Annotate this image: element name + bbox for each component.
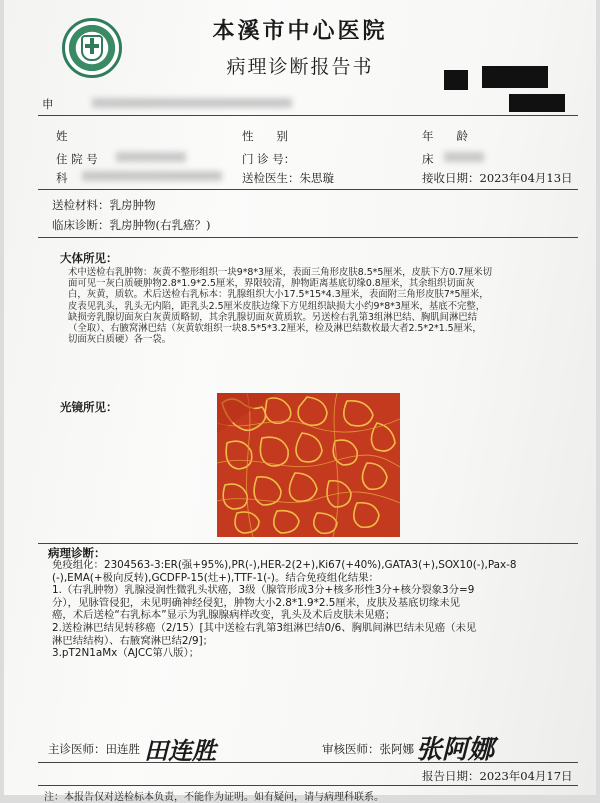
report-paper — [4, 0, 596, 803]
hospital-name: 本溪市中心医院 — [212, 18, 388, 44]
received-label: 接收日期：2023年04月13日 — [422, 171, 573, 185]
clinic-label: 门 诊 号： — [242, 152, 296, 166]
divider-line — [38, 543, 578, 544]
footer-note: 注：本报告仅对送检标本负责，不能作为证明。如有疑问，请与病理科联系。 — [44, 792, 384, 803]
gender-label: 性 别 — [242, 129, 288, 143]
redaction-blur — [444, 152, 484, 162]
divider-line — [38, 785, 578, 786]
age-label: 年 龄 — [422, 129, 468, 143]
dept-label: 科 — [56, 171, 68, 185]
redaction-blur — [92, 98, 292, 108]
gross-text: 术中送检右乳肿物：灰黄不整形组织一块9*8*3厘米，表面三角形皮肤8.5*5厘米，皮肤下方0.7厘米切 面可见一灰白质硬肿物2.8*1.9*2.5厘米，界限较清，肿物距离基底切缘0.8厘米，其余组织切面灰 白，灰黄，质软。术后送检右乳标本：乳腺组织大小17.5*15*4.3厘米，表面附三角形皮肤7*5厘米， 皮表见乳头，乳头无内陷，距乳头2.5厘米皮肤边缘下方见组织缺损大小约9*8*3厘米，基底不完整， 缺损旁乳腺切面灰白灰黄质略韧，其余乳腺切面灰黄质软。另送检右乳第3组淋巴结、胸肌间淋巴结 （全取）、右腋窝淋巴结（灰黄软组织一块8.5*5*3.2厘米，检及淋巴结数枚最大者2.5*2*1.5厘米， 切面灰白质硬）各一袋。 — [68, 267, 492, 346]
reviewer-label: 审核医师：张阿娜 — [322, 742, 414, 756]
inpatient-label: 住 院 号 — [56, 152, 98, 166]
microscopy-label: 光镜所见： — [60, 400, 118, 414]
divider-line — [38, 237, 578, 238]
diagnosis-text: 免疫组化：2304563-3:ER(强+95%),PR(-),HER-2(2+),Ki67(+40%),GATA3(+),SOX10(-),Pax-8 (-),EMA(+极向反转),GCDFP-15(灶+),TTF-1(-)。结合免疫组化结果： 1.（右乳肿物）乳腺浸润性微乳头状癌，3级（腺管形成3分+核多形性3分+核分裂象3分=9 分），见脉管侵犯，未见明确神经侵犯，肿物大小2.8*1.9*2.5厘米，皮肤及基底切缘未见 癌，术后送检“右乳标本”显示为乳腺腺病样改变，乳头及术后皮肤未见癌； 2.送检淋巴结见转移癌（2/15）[其中送检右乳第3组淋巴结0/6、胸肌间淋巴结未见癌（未见 淋巴结结构）、右腋窝淋巴结2/9]； 3.pT2N1aMx（AJCC第八版）； — [52, 559, 517, 660]
doctor-value: 朱思璇 — [299, 171, 334, 185]
redaction-blur — [82, 171, 222, 181]
redaction-box — [444, 70, 468, 90]
report-date: 报告日期：2023年04月17日 — [422, 769, 573, 783]
received-date: 2023年04月13日 — [479, 171, 573, 185]
redaction-blur — [116, 152, 186, 162]
divider-line — [38, 762, 578, 763]
attending-label: 主诊医师：田连胜 — [48, 742, 140, 756]
report-title: 病理诊断报告书 — [226, 56, 374, 78]
microscopy-image — [217, 393, 400, 537]
redaction-box — [482, 66, 548, 88]
divider-line — [38, 115, 578, 116]
diagnosis-label: 病理诊断： — [48, 546, 106, 560]
gross-label: 大体所见： — [60, 251, 118, 265]
attending-signature: 田连胜 — [144, 736, 216, 765]
name-label: 姓 — [56, 129, 68, 143]
bed-label: 床 — [422, 152, 434, 166]
clinical-row: 临床诊断：乳房肿物(右乳癌？) — [52, 218, 211, 232]
divider-line — [38, 189, 578, 190]
clinical-value: 乳房肿物(右乳癌？) — [109, 218, 211, 232]
material-value: 乳房肿物 — [109, 198, 156, 212]
reviewer-signature: 张阿娜 — [416, 735, 495, 765]
id-label: 申 — [42, 97, 54, 111]
doctor-label: 送检医生：朱思璇 — [242, 171, 334, 185]
report-date-value: 2023年04月17日 — [479, 769, 573, 783]
material-row: 送检材料：乳房肿物 — [52, 198, 156, 212]
redaction-box — [509, 94, 565, 112]
